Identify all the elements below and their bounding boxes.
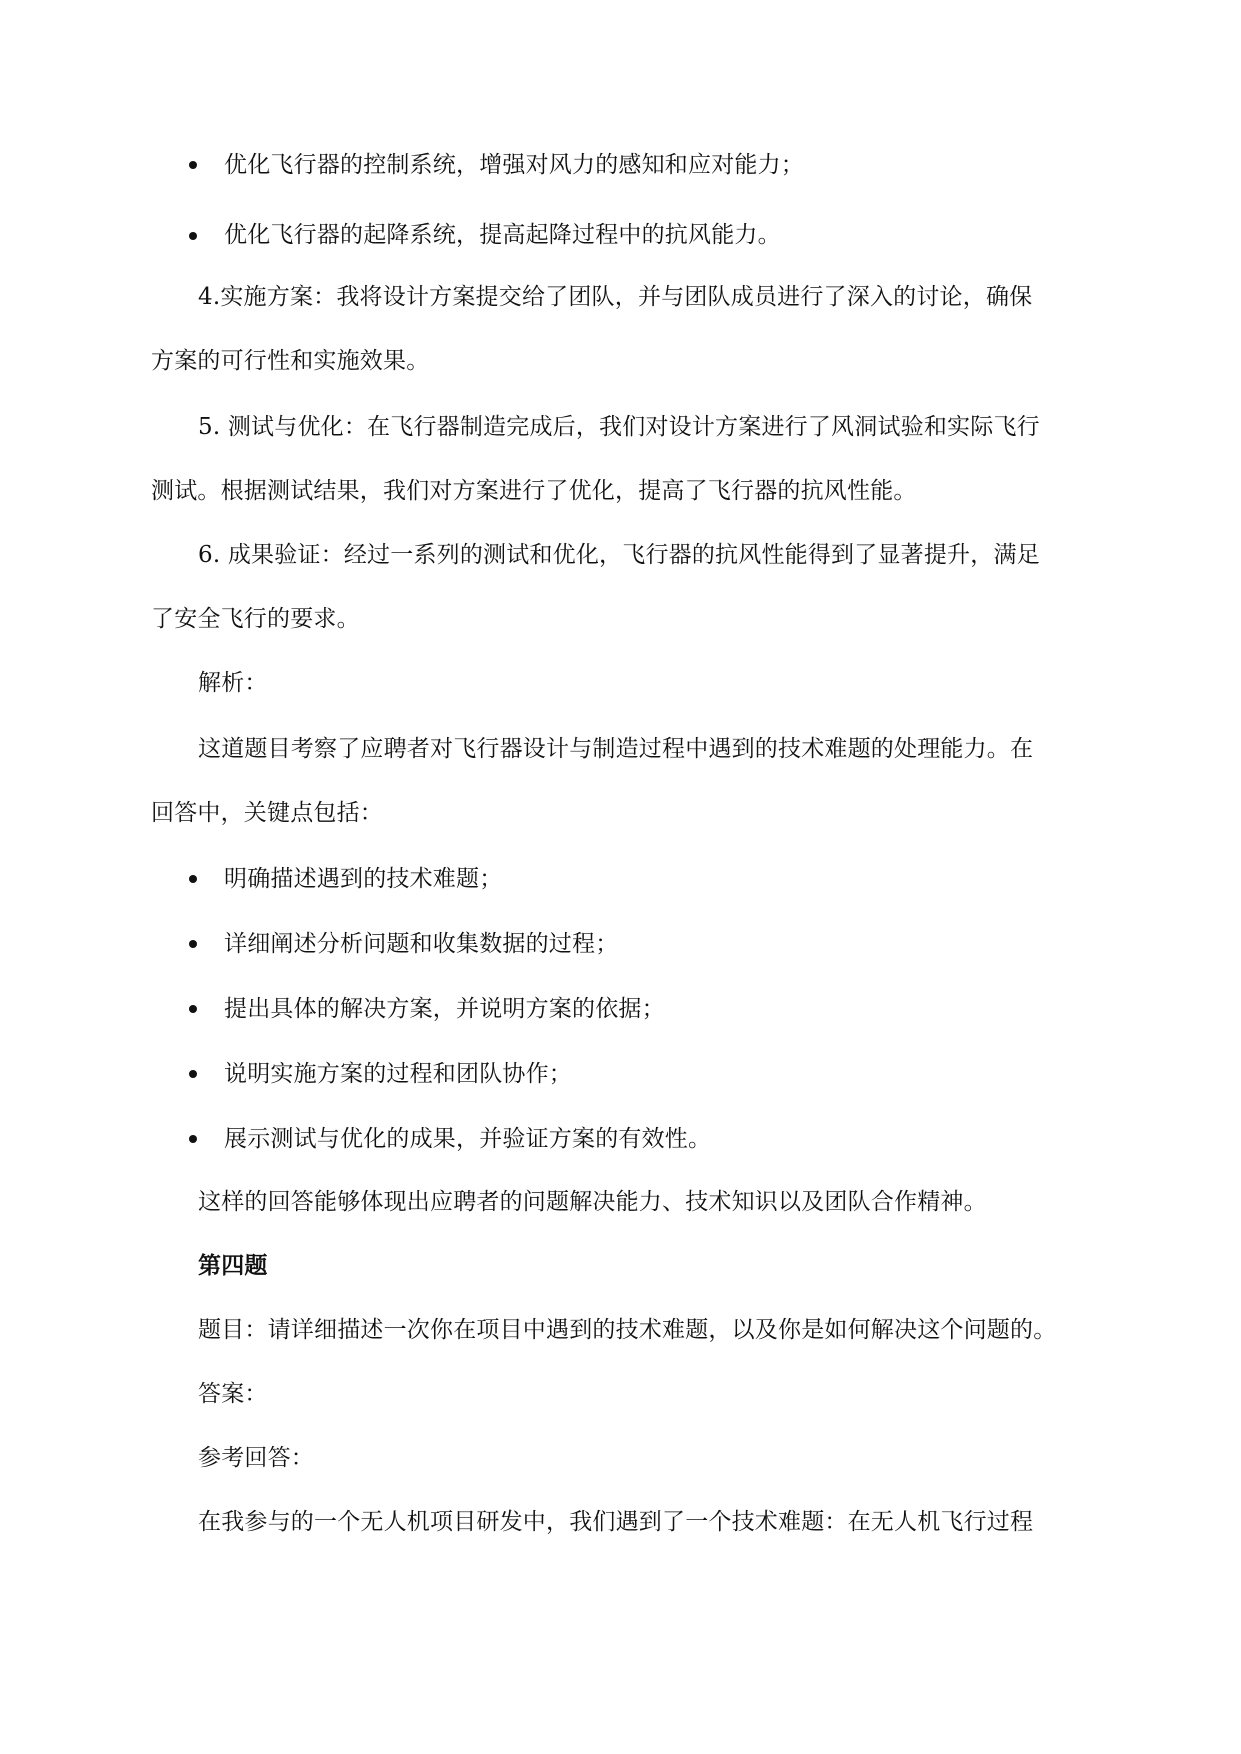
- bullet-dot: [189, 1005, 197, 1013]
- question4-question: 题目：请详细描述一次你在项目中遇到的技术难题，以及你是如何解决这个问题的。: [198, 1317, 1057, 1343]
- analysis-point: 明确描述遇到的技术难题；: [224, 866, 503, 892]
- analysis-point: 说明实施方案的过程和团队协作；: [224, 1061, 572, 1087]
- bullet-item: 优化飞行器的控制系统，增强对风力的感知和应对能力；: [224, 152, 804, 178]
- bullet-dot: [189, 1070, 197, 1078]
- analysis-point: 详细阐述分析问题和收集数据的过程；: [224, 931, 619, 957]
- analysis-intro-line1: 这道题目考察了应聘者对飞行器设计与制造过程中遇到的技术难题的处理能力。在: [198, 736, 1034, 762]
- step4-line1: 4.实施方案：我将设计方案提交给了团队，并与团队成员进行了深入的讨论，确保: [198, 284, 1033, 310]
- analysis-heading: 解析：: [198, 670, 268, 696]
- question4-answer-start: 在我参与的一个无人机项目研发中，我们遇到了一个技术难题：在无人机飞行过程: [198, 1509, 1034, 1535]
- analysis-intro-line2: 回答中，关键点包括：: [151, 800, 383, 826]
- analysis-conclusion: 这样的回答能够体现出应聘者的问题解决能力、技术知识以及团队合作精神。: [198, 1189, 987, 1215]
- question4-reference-label: 参考回答：: [198, 1445, 314, 1471]
- step5-line1: 5. 测试与优化：在飞行器制造完成后，我们对设计方案进行了风洞试验和实际飞行: [198, 414, 1040, 440]
- bullet-dot: [189, 161, 197, 169]
- step4-line2: 方案的可行性和实施效果。: [151, 348, 430, 374]
- analysis-point: 提出具体的解决方案，并说明方案的依据；: [224, 996, 665, 1022]
- question4-title: 第四题: [198, 1252, 268, 1279]
- step6-line2: 了安全飞行的要求。: [151, 606, 360, 632]
- question4-answer-label: 答案：: [198, 1381, 268, 1407]
- bullet-dot: [189, 232, 197, 240]
- bullet-dot: [189, 940, 197, 948]
- bullet-dot: [189, 875, 197, 883]
- analysis-point: 展示测试与优化的成果，并验证方案的有效性。: [224, 1126, 712, 1152]
- bullet-item: 优化飞行器的起降系统，提高起降过程中的抗风能力。: [224, 222, 781, 248]
- step5-line2: 测试。根据测试结果，我们对方案进行了优化，提高了飞行器的抗风性能。: [151, 478, 917, 504]
- step6-line1: 6. 成果验证：经过一系列的测试和优化，飞行器的抗风性能得到了显著提升，满足: [198, 542, 1040, 568]
- bullet-dot: [189, 1135, 197, 1143]
